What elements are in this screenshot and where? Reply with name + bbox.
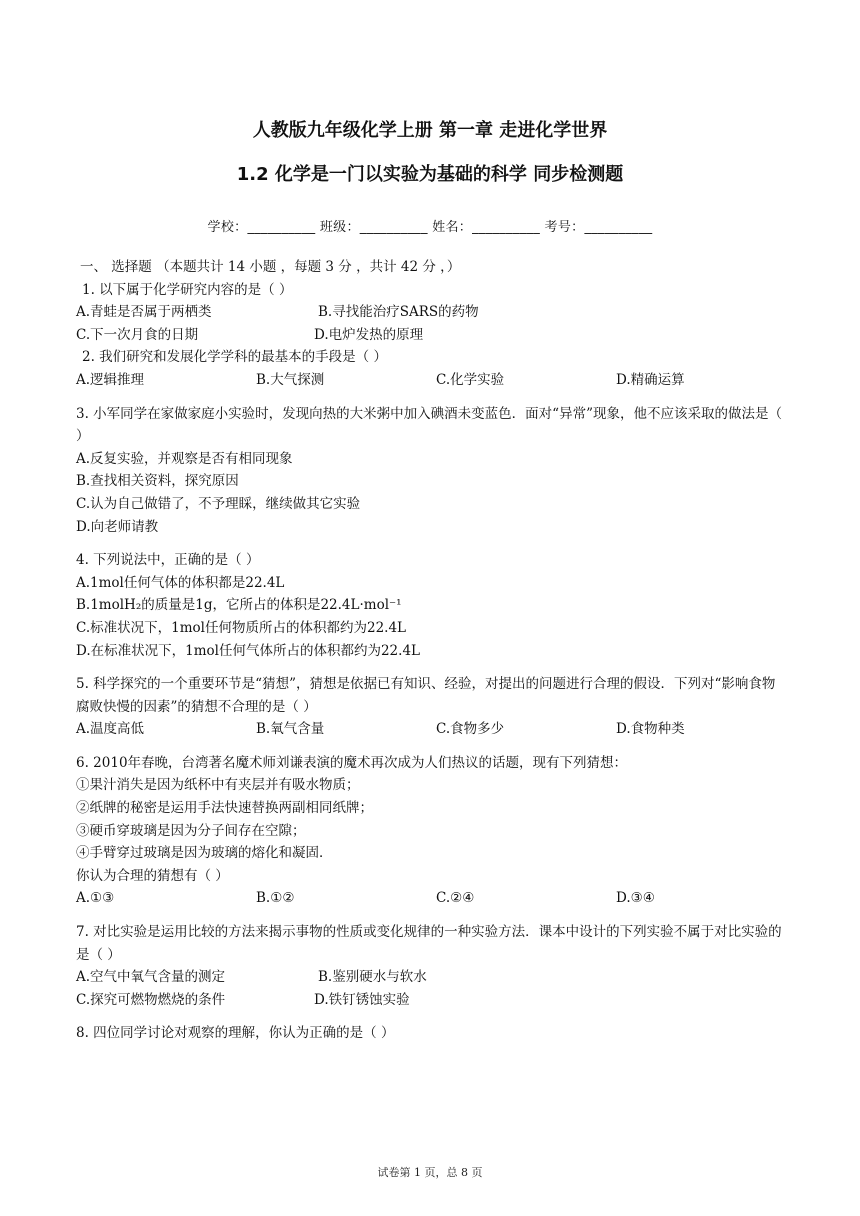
question-5-option-c: C.食物多少	[436, 721, 505, 738]
question-7-option-c: C.探究可燃物燃烧的条件	[76, 991, 226, 1008]
question-7-option-d: D.铁钉锈蚀实验	[314, 991, 410, 1008]
page-footer: 试卷第 1 页，总 8 页	[377, 1166, 483, 1179]
question-5-options	[76, 718, 784, 741]
question-1-stem: 1. 以下属于化学研究内容的是（ ）	[82, 281, 293, 298]
question-3-option-a: A.反复实验，并观察是否有相同现象	[76, 450, 293, 467]
title-line-1: 人教版九年级化学上册 第一章 走进化学世界	[252, 120, 608, 141]
question-6-ask: 你认为合理的猜想有（ ）	[76, 867, 229, 884]
question-1-options-row-1	[76, 301, 784, 324]
question-7-stem: 7. 对比实验是运用比较的方法来揭示事物的性质或变化规律的一种实验方法．课本中设计的下列实验不属于对比实验的是（ ）	[76, 924, 782, 963]
question-6-options	[76, 887, 784, 910]
question-7-option-a: A.空气中氧气含量的测定	[76, 969, 226, 986]
question-4-option-c: C.标准状况下，1mol任何物质所占的体积都约为22.4L	[76, 619, 406, 636]
question-1-option-a: A.青蛙是否属于两栖类	[76, 304, 212, 321]
question-6-statement-2: ②纸牌的秘密是运用手法快速替换两副相同纸牌；	[76, 800, 373, 817]
question-4-option-b: B.1molH₂的质量是1g，它所占的体积是22.4L·mol⁻¹	[76, 597, 402, 614]
question-content	[76, 256, 784, 1045]
question-5-stem: 5. 科学探究的一个重要环节是“猜想”，猜想是依据已有知识、经验，对提出的问题进行合理的假设．下列对“影响食物腐败快慢的因素”的猜想不合理的是（ ）	[76, 676, 776, 715]
question-1-options-row-2	[76, 324, 784, 347]
question-2-stem: 2. 我们研究和发展化学学科的最基本的手段是（ ）	[82, 349, 387, 366]
question-5-option-d: D.食物种类	[616, 721, 685, 738]
question-1-option-b: B.寻找能治疗SARS的药物	[318, 304, 479, 321]
question-6-statement-4: ④手臂穿过玻璃是因为玻璃的熔化和凝固．	[76, 845, 333, 862]
question-3-option-d: D.向老师请教	[76, 518, 159, 535]
question-4-option-d: D.在标准状况下，1mol任何气体所占的体积都约为22.4L	[76, 642, 420, 659]
question-6-option-d: D.③④	[616, 890, 655, 907]
question-3-option-b: B.查找相关资料，探究原因	[76, 473, 239, 490]
question-7-option-b: B.鉴别硬水与软水	[318, 969, 427, 986]
section-heading: 一、 选择题 （本题共计 14 小题 ，每题 3 分 ，共计 42 分 ，）	[80, 259, 461, 275]
question-6-stem: 6. 2010年春晚，台湾著名魔术师刘谦表演的魔术再次成为人们热议的话题，现有下列猜想：	[76, 754, 628, 771]
title-line-2: 1.2 化学是一门以实验为基础的科学 同步检测题	[236, 164, 624, 185]
question-2-option-d: D.精确运算	[616, 371, 685, 388]
question-4-stem: 4. 下列说法中，正确的是（ ）	[76, 552, 260, 569]
question-6-statement-3: ③硬币穿玻璃是因为分子间存在空隙；	[76, 822, 306, 839]
question-2-option-c: C.化学实验	[436, 371, 505, 388]
question-4-option-a: A.1mol任何气体的体积都是22.4L	[76, 574, 285, 591]
question-2-options	[76, 369, 784, 392]
student-info-line: 学校：__________ 班级：__________ 姓名：__________ 考号：__________	[207, 220, 653, 235]
question-1-option-c: C.下一次月食的日期	[76, 326, 199, 343]
question-6-statement-1: ①果汁消失是因为纸杯中有夹层并有吸水物质；	[76, 777, 360, 794]
question-1-option-d: D.电炉发热的原理	[314, 326, 424, 343]
question-8-stem: 8. 四位同学讨论对观察的理解，你认为正确的是（ ）	[76, 1025, 395, 1042]
question-2-option-a: A.逻辑推理	[76, 371, 145, 388]
question-6-option-a: A.①③	[76, 890, 115, 907]
question-7-options-row-1	[76, 966, 784, 989]
question-5-option-a: A.温度高低	[76, 721, 145, 738]
question-3-option-c: C.认为自己做错了，不予理睬，继续做其它实验	[76, 495, 361, 512]
question-3-stem: 3. 小军同学在家做家庭小实验时，发现向热的大米粥中加入碘酒未变蓝色．面对“异常”现象，他不应该采取的做法是（ ）	[76, 405, 782, 445]
question-7-options-row-2	[76, 989, 784, 1012]
question-6-option-c: C.②④	[436, 890, 475, 907]
question-6-option-b: B.①②	[256, 890, 295, 907]
question-2-option-b: B.大气探测	[256, 371, 325, 388]
question-5-option-b: B.氧气含量	[256, 721, 325, 738]
